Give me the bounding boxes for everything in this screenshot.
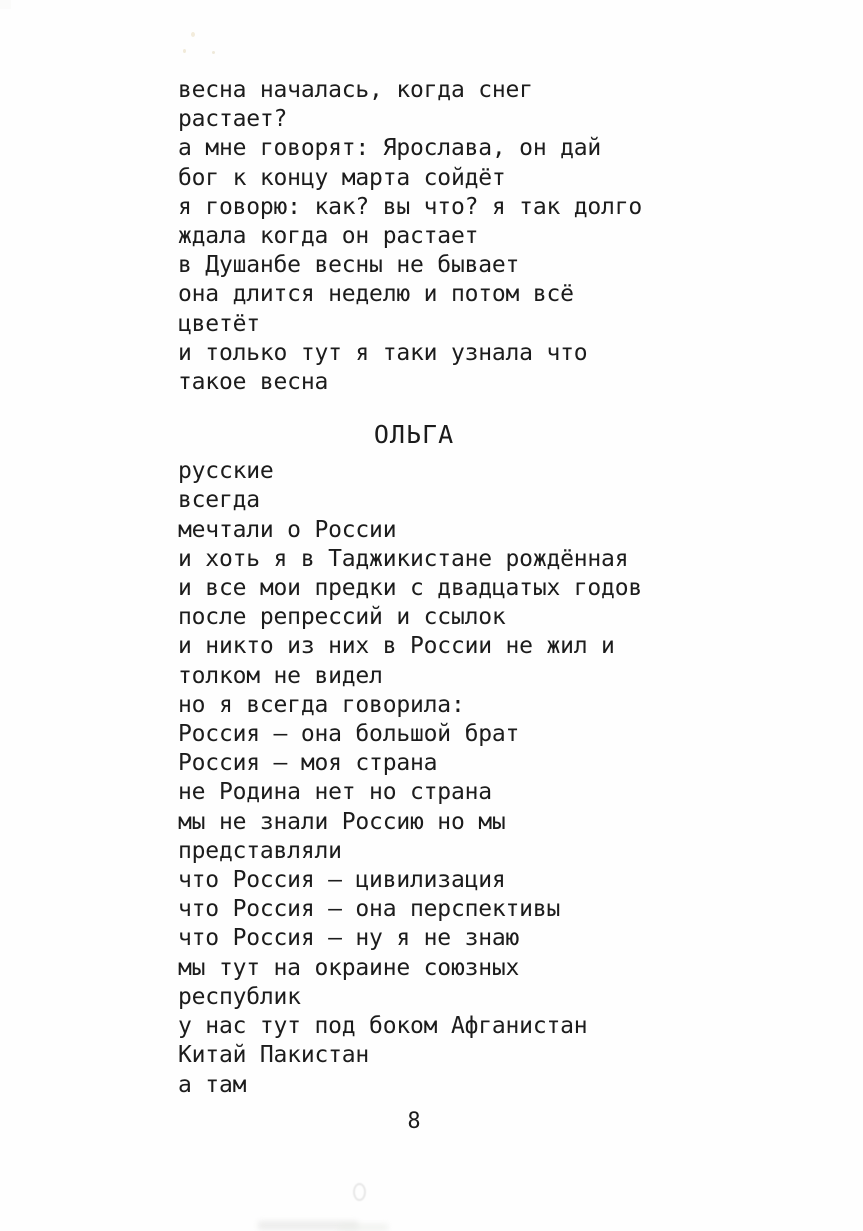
poem-line: она длится неделю и потом всё bbox=[178, 281, 574, 308]
poem-line: такое весна bbox=[178, 369, 329, 396]
poem-line: не Родина нет но страна bbox=[178, 779, 492, 806]
poem-line: но я всегда говорила: bbox=[178, 691, 465, 718]
scan-artifact-ring bbox=[353, 1183, 366, 1201]
poem-line: и никто из них в России не жил и bbox=[178, 633, 615, 660]
poem-line: мы не знали Россию но мы bbox=[178, 808, 506, 835]
scan-artifact-shadow bbox=[338, 1224, 388, 1231]
poem-line: ждала когда он растает bbox=[178, 223, 479, 250]
poem-fragment bbox=[178, 76, 650, 397]
poem-line: Китай Пакистан bbox=[178, 1042, 370, 1069]
page-content bbox=[178, 76, 650, 1134]
poem-line: а там bbox=[178, 1071, 247, 1098]
poem-line: что Россия — цивилизация bbox=[178, 867, 506, 894]
scan-artifact-shadow bbox=[258, 1221, 358, 1230]
poem-line: что Россия — она перспективы bbox=[178, 896, 561, 923]
poem-line: республик bbox=[178, 983, 301, 1010]
poem-line: Россия — она большой брат bbox=[178, 721, 520, 748]
poem-line: и все мои предки с двадцатых годов bbox=[178, 575, 643, 602]
poem-title: ОЛЬГА bbox=[373, 420, 455, 450]
poem-line: мечтали о России bbox=[178, 516, 397, 543]
poem-line: в Душанбе весны не бывает bbox=[178, 252, 520, 279]
poem-line: бог к концу марта сойдёт bbox=[178, 164, 506, 191]
poem-line: у нас тут под боком Афганистан bbox=[178, 1013, 588, 1040]
poem-line: и только тут я таки узнала что bbox=[178, 339, 588, 366]
poem-line: а мне говорят: Ярослава, он дай bbox=[178, 135, 602, 162]
poem-line: русские bbox=[178, 458, 274, 485]
poem-olga bbox=[178, 457, 650, 1099]
poem-line: всегда bbox=[178, 487, 260, 514]
poem-line: представляли bbox=[178, 837, 342, 864]
poem-line: что Россия — ну я не знаю bbox=[178, 925, 520, 952]
poem-line: я говорю: как? вы что? я так долго bbox=[178, 193, 643, 220]
scan-artifact-speck bbox=[191, 32, 195, 37]
poem-line: после репрессий и ссылок bbox=[178, 604, 506, 631]
scan-artifact-corner bbox=[0, 0, 11, 9]
scan-artifact-speck bbox=[183, 49, 186, 53]
page-number: 8 bbox=[407, 1108, 421, 1134]
scan-artifact-speck bbox=[212, 51, 215, 54]
poem-line: мы тут на окраине союзных bbox=[178, 954, 520, 981]
poem-line: и хоть я в Таджикистане рождённая bbox=[178, 545, 629, 572]
poem-line: растает? bbox=[178, 106, 288, 133]
poem-line: весна началась, когда снег bbox=[178, 77, 533, 103]
poem-line: толком не видел bbox=[178, 662, 383, 689]
poem-line: цветёт bbox=[178, 310, 260, 337]
poem-line: Россия — моя страна bbox=[178, 750, 438, 777]
